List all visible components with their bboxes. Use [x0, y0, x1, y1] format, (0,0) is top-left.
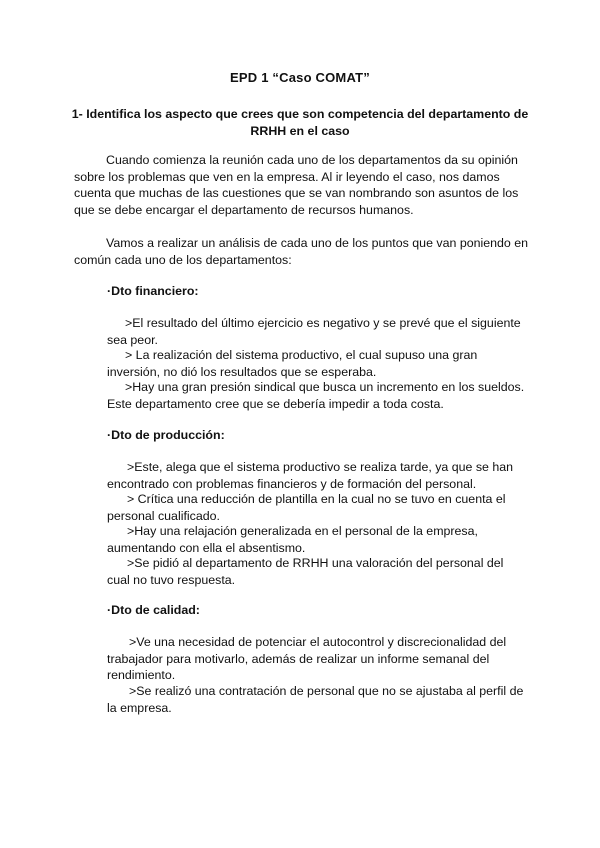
intro-paragraph-2: Vamos a realizar un análisis de cada uno de los puntos que van poniendo en común cada uno de los departamentos: [74, 236, 529, 267]
intro-paragraph-1: Cuando comienza la reunión cada uno de los departamentos da su opinión sobre los problemas que ven en la empresa. Al ir leyendo el caso, nos damos cuenta que muchas de las cuestiones que se van nombrando son asuntos de los que se debe encargar el departamento de recursos humanos. [74, 153, 519, 217]
section-heading-produccion: ·Dto de producción: [107, 428, 225, 442]
financiero-item-1: >El resultado del último ejercicio es negativo y se prevé que el siguiente sea peor. [107, 316, 521, 347]
financiero-item-2: > La realización del sistema productivo, el cual supuso una gran inversión, no dió los resultados que se esperaba. [107, 348, 478, 379]
section-heading-financiero: ·Dto financiero: [107, 284, 199, 298]
calidad-item-1: >Ve una necesidad de potenciar el autocontrol y discrecionalidad del trabajador para motivarlo, además de realizar un informe semanal del rendimiento. [107, 635, 507, 683]
produccion-item-1: >Este, alega que el sistema productivo se realiza tarde, ya que se han encontrado con problemas financieros y de formación del personal. [107, 460, 514, 491]
document-title: EPD 1 “Caso COMAT” [230, 70, 370, 85]
produccion-item-4: >Se pidió al departamento de RRHH una valoración del personal del cual no tuvo respuesta. [107, 556, 504, 587]
produccion-item-2: > Crítica una reducción de plantilla en la cual no se tuvo en cuenta el personal cualificado. [107, 492, 506, 523]
question-heading: 1- Identifica los aspecto que crees que son competencia del departamento de RRHH en el caso [71, 107, 529, 138]
section-heading-calidad: ·Dto de calidad: [107, 603, 200, 617]
calidad-item-2: >Se realizó una contratación de personal que no se ajustaba al perfil de la empresa. [107, 684, 524, 715]
financiero-item-3: >Hay una gran presión sindical que busca un incremento en los sueldos. Este departamento cree que se debería impedir a toda costa. [107, 380, 525, 411]
produccion-item-3: >Hay una relajación generalizada en el personal de la empresa, aumentando con ella el absentismo. [107, 524, 478, 555]
